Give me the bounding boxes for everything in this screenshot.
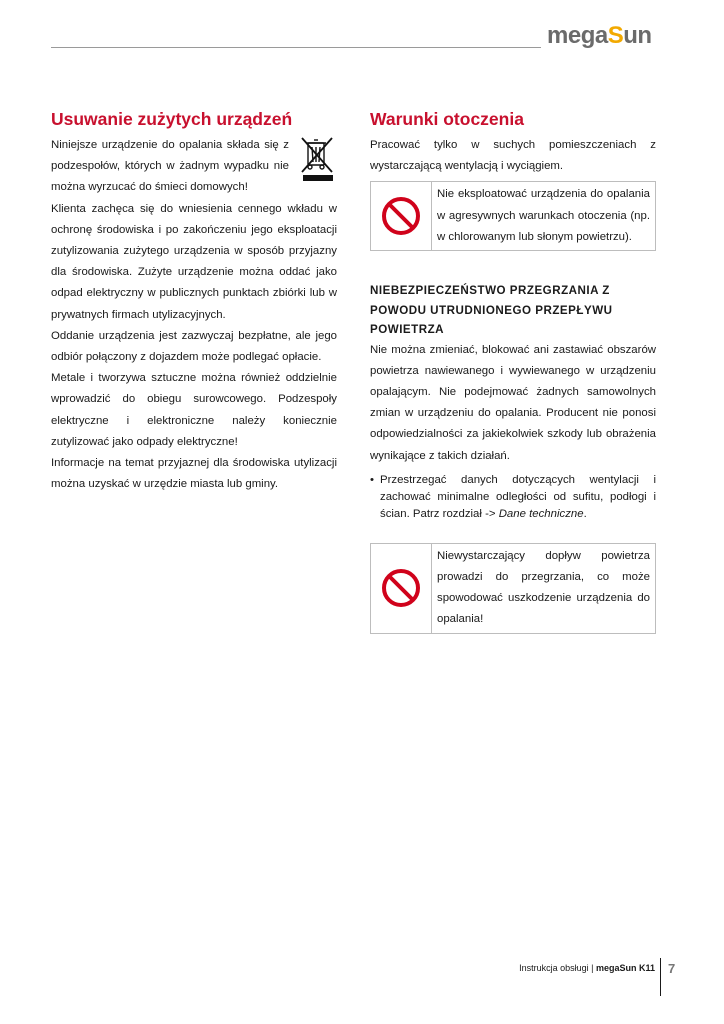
disposal-paragraph-4: Metale i tworzywa sztuczne można również oddzielnie wprowadzić do obiegu surowcowego. Podzespoły elektryczne i elektroniczne należy koniecznie zutylizować jako odpady elektryczne! [51, 372, 337, 448]
warning-box-1 [370, 181, 656, 251]
disposal-paragraph-1: Niniejsze urządzenie do opalania składa się z podzespołów, których w żadnym wypadku nie można wyrzucać do śmieci domowych! [51, 139, 289, 194]
environment-title: Warunki otoczenia [370, 109, 524, 129]
environment-intro: Pracować tylko w suchych pomieszczeniach z wystarczającą wentylacją i wyciągiem. [370, 139, 656, 173]
technical-data-reference: Dane techniczne [498, 507, 584, 520]
disposal-paragraph-5: Informacje na temat przyjaznej dla środowiska utylizacji można uzyskać w urzędzie miasta lub gminy. [51, 457, 337, 491]
environment-section [370, 108, 656, 634]
danger-heading: NIEBEZPIECZEŃSTWO PRZEGRZANIA Z POWODU UTRUDNIONEGO PRZEPŁYWU POWIETRZA [370, 284, 613, 337]
disposal-section [51, 108, 337, 495]
danger-text: Nie można zmieniać, blokować ani zastawiać obszarów powietrza nawiewanego i wywiewanego w urządzeniu opalającym. Nie podejmować żadnych samowolnych zmian w urządzeniu do opalania. Producent nie ponosi odpowiedzialności za jakiekolwiek szkody lub obrażenia wynikające z takich działań. [370, 343, 656, 462]
ventilation-bullet: • Przestrzegać danych dotyczących wentylacji i zachować minimalne odległości od sufitu, podłogi i ścian. Patrz rozdział -> Dane techniczne. [370, 472, 656, 523]
bullet-marker: • [370, 473, 374, 486]
bullet-text: Przestrzegać danych dotyczących wentylacji i zachować minimalne odległości od sufitu, podłogi i ścian. Patrz rozdział -> [380, 473, 656, 520]
disposal-title: Usuwanie zużytych urządzeń [51, 109, 293, 129]
warning-box-2 [370, 543, 656, 634]
warning-2-text: Niewystarczający dopływ powietrza prowadzi do przegrzania, co może spowodować uszkodzenie urządzenia do opalania! [437, 549, 650, 626]
warning-1-text: Nie eksploatować urządzenia do opalania w agresywnych warunkach otoczenia (np. w chlorowanym lub słonym powietrzu). [437, 188, 650, 243]
page-number: 7 [668, 961, 676, 976]
disposal-paragraph-3: Oddanie urządzenia jest zazwyczaj bezpłatne, ale jego odbiór połączony z dojazdem może podlegać opłacie. [51, 329, 337, 364]
crossed-out-bin-icon [297, 135, 337, 195]
prohibition-icon [371, 182, 432, 250]
disposal-paragraph-2: Klienta zachęca się do wniesienia cennego wkładu w ochronę środowiska i po zakończeniu jego eksploatacji zutylizowania zużytego urządzenia w sposób przyjazny dla środowiska. Zużyte urządzenie można oddać jako odpad elektryczny w publicznych punktach zbiórki lub w prywatnych firmach utylizacyjnych. [51, 202, 337, 321]
brand-logo: megaSun [547, 22, 652, 49]
footer-divider [660, 958, 661, 996]
footer-caption: Instrukcja obsługi | megaSun K11 [519, 963, 655, 973]
prohibition-icon [371, 544, 432, 633]
header-rule [51, 47, 541, 48]
